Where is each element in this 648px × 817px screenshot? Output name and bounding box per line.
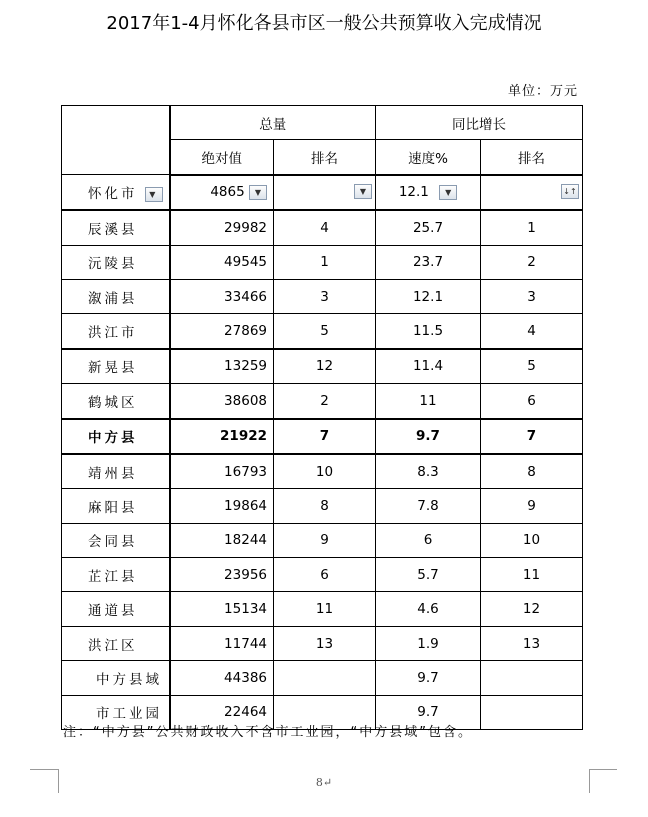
rank-total: 1 — [274, 245, 376, 279]
rank-growth: 6 — [481, 384, 583, 419]
area-name: 中方县域 — [62, 661, 170, 695]
abs-value: 33466 — [170, 279, 274, 313]
speed-value: 9.7 — [376, 695, 481, 729]
abs-value: 27869 — [170, 314, 274, 349]
table-row — [62, 592, 583, 626]
table-row-huaihua — [62, 175, 583, 210]
rank-total: 3 — [274, 279, 376, 313]
county-name: 中方县 — [62, 419, 170, 454]
county-name: 洪江市 — [62, 314, 170, 349]
table-row — [62, 523, 583, 557]
county-name: 沅陵县 — [62, 245, 170, 279]
speed-value: 1.9 — [376, 626, 481, 660]
revenue-table — [61, 105, 583, 730]
header-growth: 同比增长 — [376, 106, 583, 140]
table-row — [62, 210, 583, 245]
row-name: 怀化市 — [88, 186, 138, 203]
speed-value: 11.5 — [376, 314, 481, 349]
header-empty-cell — [62, 106, 170, 175]
document-title: 2017年1-4月怀化各县市区一般公共预算收入完成情况 — [106, 13, 542, 34]
table-row-extra — [62, 661, 583, 695]
abs-value: 22464 — [170, 695, 274, 729]
abs-value: 4865 — [210, 184, 245, 201]
chevron-down-icon: ▼ — [359, 186, 367, 196]
rank-total: 8 — [274, 489, 376, 523]
speed-value: 9.7 — [376, 419, 481, 454]
speed-value: 7.8 — [376, 489, 481, 523]
county-name: 会同县 — [62, 523, 170, 557]
rank-growth: 11 — [481, 558, 583, 592]
rank-total — [274, 661, 376, 695]
page-number: 8↵ — [315, 776, 333, 789]
abs-value: 44386 — [170, 661, 274, 695]
speed-value: 11.4 — [376, 349, 481, 384]
speed-value: 11 — [376, 384, 481, 419]
table-row — [62, 245, 583, 279]
footnote: 注：“中方县”公共财政收入不含市工业园，“中方县域”包含。 — [63, 725, 473, 740]
speed-value: 23.7 — [376, 245, 481, 279]
rank-growth: 9 — [481, 489, 583, 523]
table-row — [62, 419, 583, 454]
rank-growth: 4 — [481, 314, 583, 349]
rank-growth: 12 — [481, 592, 583, 626]
table-row — [62, 279, 583, 313]
abs-value: 16793 — [170, 454, 274, 489]
county-name: 靖州县 — [62, 454, 170, 489]
rank-growth-cell — [481, 175, 583, 210]
abs-value: 11744 — [170, 626, 274, 660]
sort-descending-button[interactable] — [561, 184, 579, 199]
rank-growth: 13 — [481, 626, 583, 660]
rank-growth: 8 — [481, 454, 583, 489]
rank-total: 5 — [274, 314, 376, 349]
rank-growth: 2 — [481, 245, 583, 279]
header-row-1 — [62, 106, 583, 140]
data-rows — [62, 210, 583, 729]
speed-value: 12.1 — [398, 184, 429, 201]
rank-total: 4 — [274, 210, 376, 245]
speed-cell — [376, 175, 481, 210]
rank-total: 9 — [274, 523, 376, 557]
table-row — [62, 489, 583, 523]
table-row — [62, 314, 583, 349]
speed-value: 5.7 — [376, 558, 481, 592]
header-abs: 绝对值 — [170, 140, 274, 175]
header-rank-total: 排名 — [274, 140, 376, 175]
county-name: 芷江县 — [62, 558, 170, 592]
rank-total: 10 — [274, 454, 376, 489]
speed-value: 25.7 — [376, 210, 481, 245]
rank-growth: 7 — [481, 419, 583, 454]
unit-label: 单位：万元 — [507, 84, 578, 99]
filter-dropdown-rank[interactable] — [354, 184, 372, 199]
rank-growth: 10 — [481, 523, 583, 557]
rank-total: 7 — [274, 419, 376, 454]
county-name: 溆浦县 — [62, 279, 170, 313]
county-name: 辰溪县 — [62, 210, 170, 245]
rank-total: 6 — [274, 558, 376, 592]
table-row — [62, 384, 583, 419]
table-row — [62, 349, 583, 384]
speed-value: 4.6 — [376, 592, 481, 626]
table-row — [62, 454, 583, 489]
abs-value: 38608 — [170, 384, 274, 419]
abs-value: 18244 — [170, 523, 274, 557]
rank-growth: 3 — [481, 279, 583, 313]
abs-value: 49545 — [170, 245, 274, 279]
speed-value: 9.7 — [376, 661, 481, 695]
table-row — [62, 558, 583, 592]
filter-dropdown-name[interactable] — [145, 187, 163, 202]
header-speed: 速度% — [376, 140, 481, 175]
abs-value: 19864 — [170, 489, 274, 523]
abs-value: 29982 — [170, 210, 274, 245]
speed-value: 6 — [376, 523, 481, 557]
rank-total-cell — [274, 175, 376, 210]
area-name: 市工业园 — [62, 695, 170, 729]
speed-value: 8.3 — [376, 454, 481, 489]
county-name: 通道县 — [62, 592, 170, 626]
header-total: 总量 — [170, 106, 376, 140]
county-name: 新晃县 — [62, 349, 170, 384]
county-name: 鹤城区 — [62, 384, 170, 419]
chevron-down-icon: ▼ — [254, 187, 262, 197]
abs-value: 23956 — [170, 558, 274, 592]
chevron-down-icon: ▼ — [149, 189, 159, 199]
filter-dropdown-abs[interactable] — [249, 185, 267, 200]
chevron-down-icon: ▼ — [445, 187, 452, 197]
abs-value: 13259 — [170, 349, 274, 384]
table-row — [62, 626, 583, 660]
abs-value: 15134 — [170, 592, 274, 626]
rank-total: 12 — [274, 349, 376, 384]
row-name-cell — [62, 175, 170, 210]
county-name: 洪江区 — [62, 626, 170, 660]
header-rank-growth: 排名 — [481, 140, 583, 175]
speed-value: 12.1 — [376, 279, 481, 313]
rank-growth: 5 — [481, 349, 583, 384]
rank-growth — [481, 661, 583, 695]
rank-total: 11 — [274, 592, 376, 626]
abs-cell — [170, 175, 274, 210]
rank-total: 2 — [274, 384, 376, 419]
county-name: 麻阳县 — [62, 489, 170, 523]
filter-dropdown-speed[interactable] — [439, 185, 457, 200]
rank-growth: 1 — [481, 210, 583, 245]
sort-icon: ↓↑ — [563, 186, 577, 196]
rank-total: 13 — [274, 626, 376, 660]
rank-growth — [481, 695, 583, 729]
abs-value: 21922 — [170, 419, 274, 454]
